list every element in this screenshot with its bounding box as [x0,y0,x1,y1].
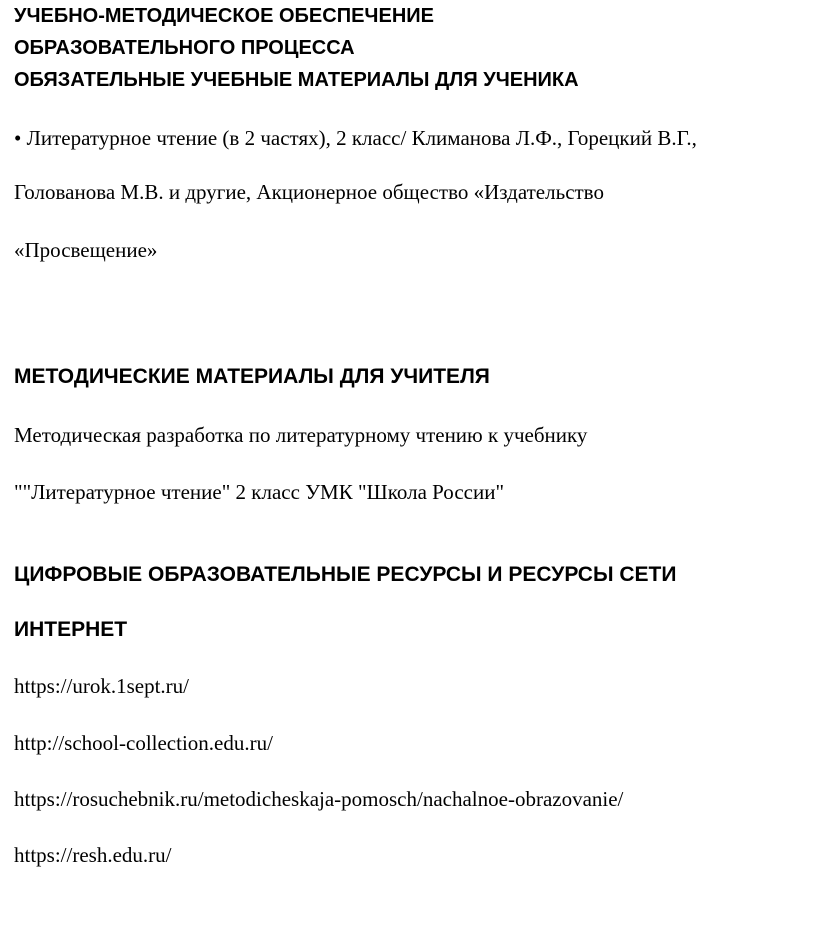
resource-link[interactable]: https://urok.1sept.ru/ [14,674,189,698]
teacher-materials-heading: МЕТОДИЧЕСКИЕ МАТЕРИАЛЫ ДЛЯ УЧИТЕЛЯ [14,365,490,388]
student-materials-heading: ОБЯЗАТЕЛЬНЫЕ УЧЕБНЫЕ МАТЕРИАЛЫ ДЛЯ УЧЕНИКА [14,69,579,91]
digital-resources-heading-line-1: ЦИФРОВЫЕ ОБРАЗОВАТЕЛЬНЫЕ РЕСУРСЫ И РЕСУРСЫ СЕТИ [14,563,677,586]
resource-link[interactable]: http://school-collection.edu.ru/ [14,731,273,755]
resource-link[interactable]: https://rosuchebnik.ru/metodicheskaja-pomosch/nachalnoe-obrazovanie/ [14,787,624,811]
teacher-materials-text-line-2: ""Литературное чтение" 2 класс УМК "Школа России" [14,480,505,504]
teacher-materials-text-line-1: Методическая разработка по литературному чтению к учебнику [14,423,588,447]
digital-resources-heading-line-2: ИНТЕРНЕТ [14,618,128,641]
main-heading-line-1: УЧЕБНО-МЕТОДИЧЕСКОЕ ОБЕСПЕЧЕНИЕ [14,5,434,27]
resource-link[interactable]: https://resh.edu.ru/ [14,843,172,867]
textbook-item-line-2: Голованова М.В. и другие, Акционерное общество «Издательство [14,180,604,204]
textbook-item-line-3: «Просвещение» [14,238,158,262]
textbook-item-line-1: • Литературное чтение (в 2 частях), 2 класс/ Климанова Л.Ф., Горецкий В.Г., [14,126,697,150]
main-heading-line-2: ОБРАЗОВАТЕЛЬНОГО ПРОЦЕССА [14,37,355,59]
